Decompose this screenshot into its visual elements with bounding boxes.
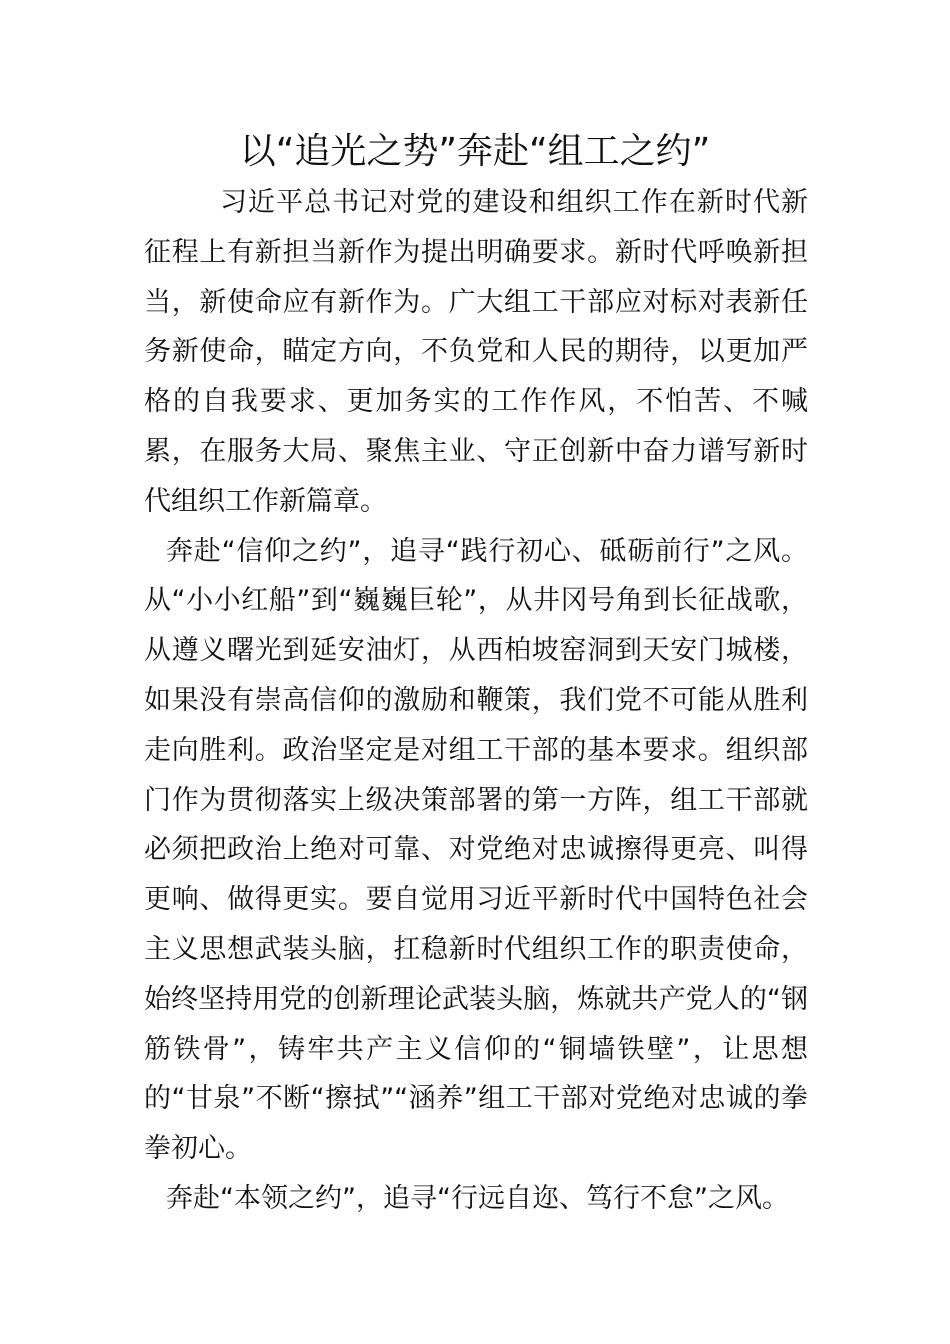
document-title: 以“追光之势”奔赴“组工之约” (239, 131, 711, 172)
paragraph-faith: 奔赴“信仰之约”，追寻“践行初心、砥砺前行”之风。从“小小红船”到“巍巍巨轮”，从井冈号角到长征战歌，从遵义曙光到延安油灯，从西柏坡窑洞到天安门城楼，如果没有崇高信仰的激励和鞭策，我们党不可能从胜利走向胜利。政治坚定是对组工干部的基本要求。组织部门作为贯彻落实上级决策部署的第一方阵，组工干部就必须把政治上绝对可靠、对党绝对忠诚擦得更亮、叫得更响、做得更实。要自觉用习近平新时代中国特色社会主义思想武装头脑，扛稳新时代组织工作的职责使命，始终坚持用党的创新理论武装头脑，炼就共产党人的“钢筋铁骨”，铸牢共产主义信仰的“铜墙铁壁”，让思想的“甘泉”不断“擦拭”“涵养”组工干部对党绝对忠诚的拳拳初心。 (144, 535, 808, 1165)
paragraph-intro: 习近平总书记对党的建设和组织工作在新时代新征程上有新担当新作为提出明确要求。新时代呼唤新担当，新使命应有新作为。广大组工干部应对标对表新任务新使命，瞄定方向，不负党和人民的期待，以更加严格的自我要求、更加务实的工作作风，不怕苦、不喊累，在服务大局、聚焦主业、守正创新中奋力谱写新时代组织工作新篇章。 (144, 187, 808, 517)
document-body (144, 178, 808, 1224)
paragraph-skill: 奔赴“本领之约”，追寻“行远自迩、笃行不怠”之风。 (166, 1182, 789, 1214)
